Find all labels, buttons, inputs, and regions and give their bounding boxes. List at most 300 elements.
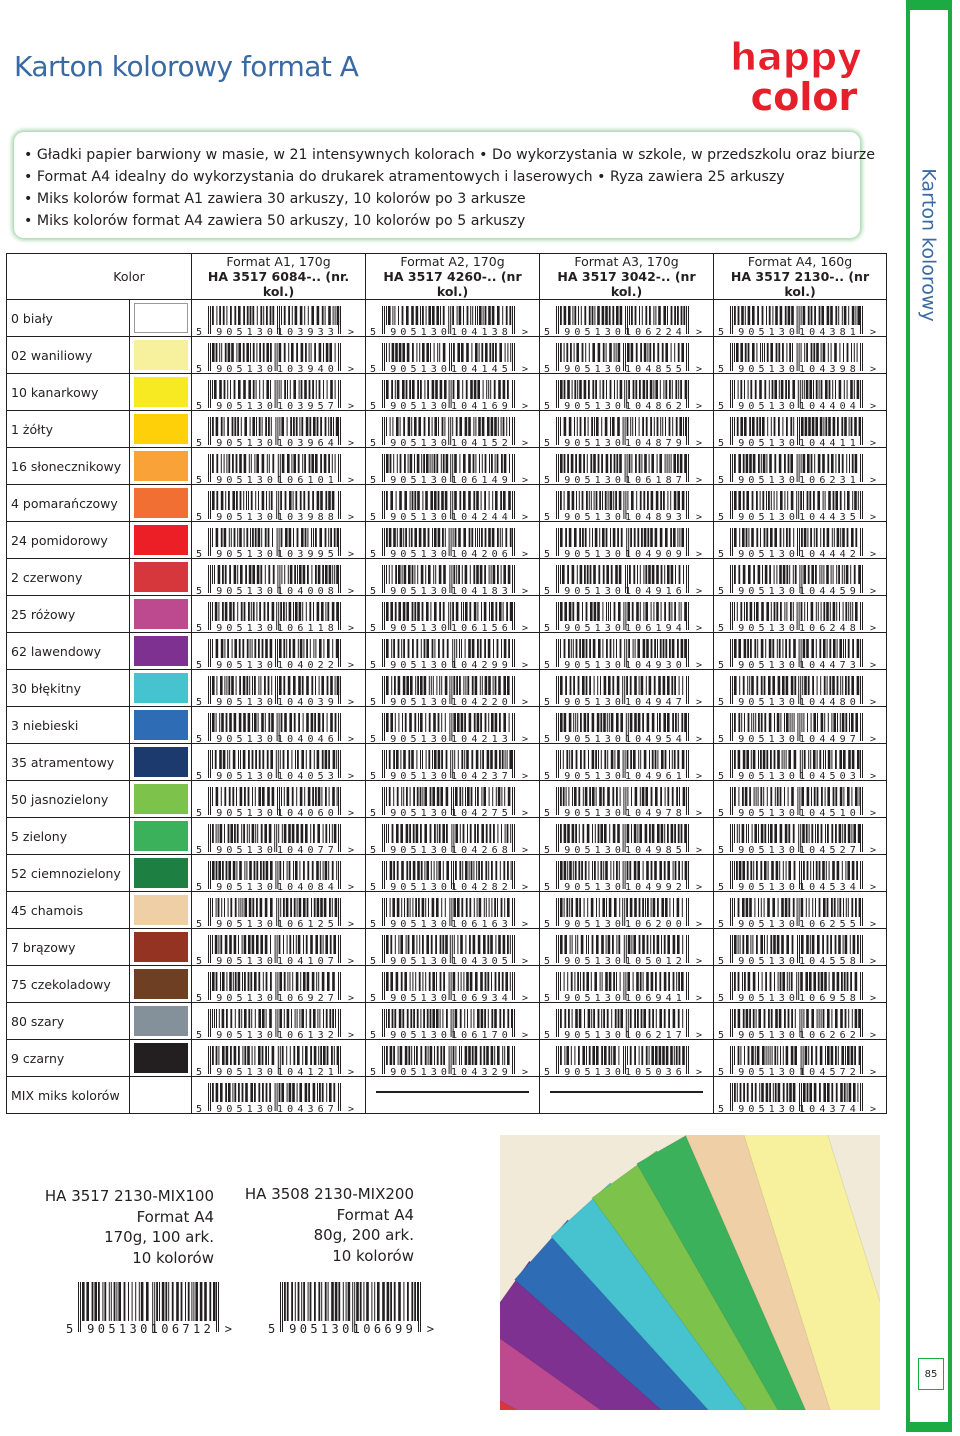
barcode-bar <box>852 491 853 510</box>
barcode-bar <box>477 898 478 917</box>
barcode-bar <box>764 380 766 399</box>
barcode-bar <box>250 972 252 991</box>
color-swatch <box>134 710 188 740</box>
barcode-bar <box>665 898 668 917</box>
barcode-bar <box>267 787 270 806</box>
barcode-bar <box>401 898 402 917</box>
barcode-bar <box>221 491 224 510</box>
barcode-bar <box>248 787 250 806</box>
barcode-bar <box>215 602 218 621</box>
barcode-bar <box>301 528 304 547</box>
barcode-bar <box>463 528 466 547</box>
barcode-bar <box>317 1083 318 1102</box>
barcode-bar <box>462 861 463 880</box>
barcode-bar <box>508 787 511 806</box>
barcode-bar <box>412 380 415 399</box>
barcode-bar <box>594 972 597 991</box>
barcode-bar <box>627 491 628 510</box>
barcode-bar <box>243 380 246 399</box>
barcode-bar <box>270 639 273 658</box>
barcode-bar <box>322 1083 324 1102</box>
barcode-bar <box>857 676 860 695</box>
barcode-bar <box>440 1046 442 1065</box>
barcode-bar <box>823 1083 826 1102</box>
barcode-bar <box>244 1009 247 1028</box>
barcode-bar <box>491 1046 494 1065</box>
barcode-bar <box>303 1282 305 1321</box>
barcode-bar <box>400 750 401 769</box>
barcode-bar <box>831 1046 834 1065</box>
barcode-bar <box>659 713 661 732</box>
barcode-bar <box>842 861 843 880</box>
barcode-bar <box>212 787 213 806</box>
barcode-bar <box>617 750 620 769</box>
color-name: 1 żółty <box>7 411 130 448</box>
barcode-bar <box>566 898 568 917</box>
barcode-bar <box>489 898 490 917</box>
barcode-bar <box>329 1083 332 1102</box>
barcode-bar <box>668 1009 670 1028</box>
barcode-bar <box>659 861 662 880</box>
barcode-bar <box>311 565 312 584</box>
barcode-bar <box>610 602 611 621</box>
barcode-bar <box>803 861 805 880</box>
barcode-bar <box>633 565 635 584</box>
barcode-bar <box>266 972 268 991</box>
barcode-bar <box>272 306 274 325</box>
barcode-bar <box>829 861 830 880</box>
barcode-bar <box>588 750 589 769</box>
barcode-bar <box>655 306 656 325</box>
barcode-bar <box>644 454 647 473</box>
barcode-bar <box>734 676 737 695</box>
barcode-bar <box>304 787 305 806</box>
barcode-bar <box>271 417 272 436</box>
barcode-bar <box>250 1083 253 1102</box>
barcode-bar <box>842 713 845 732</box>
barcode-bar <box>390 417 391 436</box>
barcode-bar <box>487 417 490 436</box>
barcode-bar <box>652 824 655 843</box>
barcode-bar <box>560 861 563 880</box>
page-number: 85 <box>918 1358 944 1390</box>
barcode-bar <box>494 898 496 917</box>
barcode-digits: 5 905130104107 > <box>196 956 355 965</box>
barcode-bar <box>630 1009 632 1028</box>
barcode-bar <box>256 454 259 473</box>
barcode-bar <box>738 750 741 769</box>
barcode-digits: 5 905130104985 > <box>544 845 703 854</box>
barcode-bar <box>635 417 636 436</box>
barcode-bar <box>743 565 746 584</box>
barcode-bar <box>252 1046 253 1065</box>
barcode-bar <box>837 713 838 732</box>
barcode-bar <box>817 935 820 954</box>
barcode-bar <box>627 1046 628 1065</box>
barcode-bar <box>592 343 595 362</box>
barcode-bar <box>485 676 488 695</box>
barcode-bar <box>280 750 281 769</box>
barcode-bar <box>643 1009 646 1028</box>
barcode-bar <box>734 491 737 510</box>
barcode-bar <box>738 1046 740 1065</box>
barcode-bar <box>589 1046 591 1065</box>
barcode-bar <box>586 602 588 621</box>
barcode-bar <box>653 602 654 621</box>
barcode-bar <box>298 935 301 954</box>
swatch-cell <box>130 1003 192 1040</box>
barcode-cell <box>192 929 366 966</box>
barcode-bar <box>430 1009 432 1028</box>
barcode-bar <box>328 454 330 473</box>
barcode-bar <box>492 787 493 806</box>
barcode-bar <box>255 528 257 547</box>
barcode-bar <box>469 602 471 621</box>
barcode-bar <box>430 787 432 806</box>
barcode-bar <box>322 972 325 991</box>
barcode-bar <box>444 417 445 436</box>
barcode-bar <box>386 972 389 991</box>
barcode-bar <box>855 528 857 547</box>
barcode-bar <box>403 676 406 695</box>
barcode-bar <box>212 824 214 843</box>
barcode-bar <box>212 417 214 436</box>
barcode-bar <box>630 417 631 436</box>
barcode-bar <box>283 602 285 621</box>
barcode-bar <box>291 750 292 769</box>
barcode <box>718 676 878 706</box>
mix-product-a4-100 <box>40 1186 214 1268</box>
barcode-bar <box>653 306 654 325</box>
barcode-bar <box>440 1009 441 1028</box>
color-name: 5 zielony <box>7 818 130 855</box>
barcode-bar <box>630 713 633 732</box>
swatch-cell <box>130 892 192 929</box>
barcode-bar <box>449 343 450 371</box>
barcode-bar <box>483 380 484 399</box>
barcode-bar <box>289 713 292 732</box>
barcode-bar <box>852 639 854 658</box>
barcode-bar <box>590 454 592 473</box>
barcode-bar <box>679 1046 681 1065</box>
barcode-bar <box>249 898 252 917</box>
barcode-bar <box>500 861 501 880</box>
barcode-bar <box>855 306 856 325</box>
barcode-bar <box>314 750 315 769</box>
barcode-bar <box>778 972 779 991</box>
barcode-bar <box>667 306 668 325</box>
barcode-bar <box>412 491 414 510</box>
barcode-digits: 5 905130106224 > <box>544 327 703 336</box>
barcode-bar <box>618 1009 620 1028</box>
barcode-bar <box>778 417 780 436</box>
barcode-bar <box>432 454 433 473</box>
color-swatch <box>134 858 188 888</box>
barcode-bar <box>846 565 849 584</box>
barcode-bar <box>322 565 324 584</box>
barcode-bar <box>634 824 637 843</box>
barcode-bar <box>238 380 241 399</box>
barcode-bar <box>749 676 750 695</box>
barcode-bar <box>321 787 322 806</box>
barcode-bar <box>328 861 329 880</box>
barcode-bar <box>771 602 772 621</box>
barcode-bar <box>242 1083 244 1102</box>
barcode-bar <box>752 824 753 843</box>
barcode-bar <box>422 898 425 917</box>
barcode-bar <box>261 528 262 547</box>
barcode-bar <box>312 787 314 806</box>
barcode-bar <box>446 750 448 769</box>
barcode-bar <box>564 935 567 954</box>
barcode-bar <box>315 528 317 547</box>
barcode-bar <box>583 787 584 806</box>
barcode-bar <box>461 750 463 769</box>
barcode-bar <box>181 1282 183 1321</box>
barcode-bar <box>398 602 401 621</box>
barcode-bar <box>623 750 624 778</box>
barcode-bar <box>790 602 792 621</box>
barcode-bar <box>560 1046 562 1065</box>
barcode-bar <box>811 1046 813 1065</box>
barcode-bar <box>406 935 407 954</box>
color-name: 3 niebieski <box>7 707 130 744</box>
barcode-bar <box>449 380 450 408</box>
barcode-cell <box>714 633 887 670</box>
barcode-bar <box>335 343 336 362</box>
barcode-bar <box>417 565 418 584</box>
barcode-bar <box>440 380 443 399</box>
barcode-bar <box>288 306 290 325</box>
barcode-bar <box>750 861 752 880</box>
barcode-bar <box>318 787 321 806</box>
barcode-bar <box>348 1282 351 1321</box>
barcode-bar <box>465 602 468 621</box>
barcode-bar <box>259 602 261 621</box>
barcode-bar <box>316 380 317 399</box>
barcode-bar <box>319 676 320 695</box>
color-name: 52 ciemnozielony <box>7 855 130 892</box>
barcode-bar <box>298 713 300 732</box>
barcode-bar <box>229 602 232 621</box>
barcode-bar <box>325 565 328 584</box>
barcode-bar <box>232 639 233 658</box>
barcode-bar <box>229 528 230 547</box>
barcode-bar <box>577 602 580 621</box>
barcode-bar <box>463 824 465 843</box>
barcode-bar <box>329 898 331 917</box>
barcode-bar <box>855 972 858 991</box>
barcode-bar <box>495 602 497 621</box>
barcode-bar <box>819 639 821 658</box>
barcode-bar <box>492 491 493 510</box>
barcode-bar <box>845 861 846 880</box>
barcode-bar <box>283 898 285 917</box>
barcode-bar <box>246 861 247 880</box>
barcode-bar <box>234 935 237 954</box>
barcode-bar <box>434 861 435 880</box>
barcode-bar <box>581 861 583 880</box>
color-swatch <box>134 1043 188 1073</box>
barcode-bar <box>740 1083 742 1102</box>
barcode-bar <box>494 417 497 436</box>
barcode-bar <box>453 528 454 547</box>
barcode-bar <box>827 824 829 843</box>
barcode-bar <box>585 528 587 547</box>
barcode-bar <box>132 1282 133 1321</box>
barcode-bar <box>299 1009 300 1028</box>
barcode-bar <box>764 861 767 880</box>
barcode-bar <box>645 787 648 806</box>
barcode-cell <box>366 300 540 337</box>
barcode-bar <box>237 824 239 843</box>
barcode-bar <box>564 639 566 658</box>
barcode-bar <box>291 1009 292 1028</box>
barcode-bar <box>427 380 429 399</box>
barcode-bar <box>678 713 679 732</box>
barcode-bar <box>833 639 836 658</box>
barcode <box>370 935 530 965</box>
barcode-bar <box>505 824 506 843</box>
barcode-bar <box>298 639 299 658</box>
barcode-bar <box>586 972 589 991</box>
barcode-bar <box>784 491 785 510</box>
barcode-bar <box>265 528 267 547</box>
barcode-bar <box>279 935 281 954</box>
barcode-bar <box>650 528 653 547</box>
barcode-bar <box>740 602 742 621</box>
barcode-bar <box>216 898 217 917</box>
barcode-bar <box>614 898 617 917</box>
format-code: HA 3517 3042-.. (nr kol.) <box>557 269 696 299</box>
barcode-bar <box>461 343 464 362</box>
barcode-bar <box>299 417 300 436</box>
table-row <box>7 559 887 596</box>
barcode-bar <box>413 861 416 880</box>
barcode-bar <box>745 343 747 362</box>
barcode-bar <box>677 639 679 658</box>
barcode-bar <box>734 861 735 880</box>
barcode-bar <box>386 343 387 362</box>
barcode-bar <box>828 491 831 510</box>
barcode-bar <box>455 1046 456 1065</box>
barcode-bar <box>315 565 317 584</box>
barcode-bar <box>216 639 219 658</box>
barcode-bar <box>481 602 482 621</box>
barcode-bar <box>454 750 455 769</box>
barcode-bar <box>749 1009 751 1028</box>
barcode-bar <box>308 491 310 510</box>
barcode-bar <box>677 454 679 473</box>
barcode-bar <box>854 380 855 399</box>
barcode-bar <box>315 639 316 658</box>
barcode-bar <box>744 639 747 658</box>
barcode-bar <box>333 1083 335 1102</box>
barcode-bar <box>301 343 304 362</box>
barcode-bar <box>478 417 481 436</box>
barcode-bar <box>268 713 270 732</box>
barcode-bar <box>681 824 683 843</box>
barcode-bar <box>598 824 600 843</box>
barcode-bar <box>672 713 674 732</box>
barcode-bar <box>293 639 296 658</box>
barcode-bar <box>305 528 307 547</box>
barcode-digits: 5 905130104916 > <box>544 586 703 595</box>
barcode-bar <box>609 713 610 732</box>
barcode-bar <box>417 491 420 510</box>
barcode-bar <box>498 972 500 991</box>
barcode-digits: 5 905130106255 > <box>718 919 877 928</box>
barcode-digits: 5 905130106200 > <box>544 919 703 928</box>
barcode-bar <box>560 972 561 991</box>
barcode-bar <box>328 417 329 436</box>
barcode-bar <box>767 935 768 954</box>
barcode-bar <box>560 343 562 362</box>
barcode-bar <box>802 824 805 843</box>
barcode-bar <box>317 898 320 917</box>
barcode-bar <box>399 491 402 510</box>
barcode-bar <box>643 861 644 880</box>
barcode-bar <box>570 935 571 954</box>
barcode-bar <box>386 306 387 325</box>
barcode <box>370 750 530 780</box>
barcode-bar <box>857 306 860 325</box>
barcode-bar <box>408 565 411 584</box>
barcode-bar <box>651 491 654 510</box>
barcode-bar <box>646 861 649 880</box>
barcode-bar <box>645 565 647 584</box>
barcode-bar <box>783 861 784 880</box>
barcode-bar <box>837 528 840 547</box>
barcode-bar <box>830 935 832 954</box>
barcode-bar <box>332 824 333 843</box>
barcode-bar <box>304 454 306 473</box>
barcode-bar <box>318 972 319 991</box>
barcode-bar <box>408 750 410 769</box>
barcode-bar <box>764 898 765 917</box>
barcode <box>544 380 704 410</box>
barcode-bar <box>655 1046 658 1065</box>
barcode-bar <box>481 787 482 806</box>
barcode-bar <box>256 602 257 621</box>
barcode-bar <box>592 787 595 806</box>
barcode-digits: 5 905130104558 > <box>718 956 877 965</box>
barcode-bar <box>275 343 276 371</box>
barcode-bar <box>635 639 636 658</box>
barcode-bar <box>278 824 279 843</box>
barcode-bar <box>831 898 833 917</box>
barcode-bar <box>234 713 237 732</box>
barcode-bar <box>311 898 312 917</box>
barcode-bar <box>825 380 828 399</box>
color-swatch <box>134 673 188 703</box>
color-swatch <box>134 1006 188 1036</box>
barcode-bar <box>238 1083 240 1102</box>
barcode-bar <box>858 491 859 510</box>
barcode-bar <box>475 528 476 547</box>
barcode-bar <box>287 417 288 436</box>
barcode-bar <box>620 713 623 732</box>
barcode-bar <box>851 898 853 917</box>
barcode-bar <box>403 417 405 436</box>
barcode-bar <box>313 824 315 843</box>
barcode-bar <box>785 380 787 399</box>
barcode-bar <box>589 491 590 510</box>
barcode-bar <box>591 491 592 510</box>
barcode-bar <box>328 1282 329 1321</box>
barcode-bar <box>468 454 471 473</box>
barcode-bar <box>424 417 426 436</box>
